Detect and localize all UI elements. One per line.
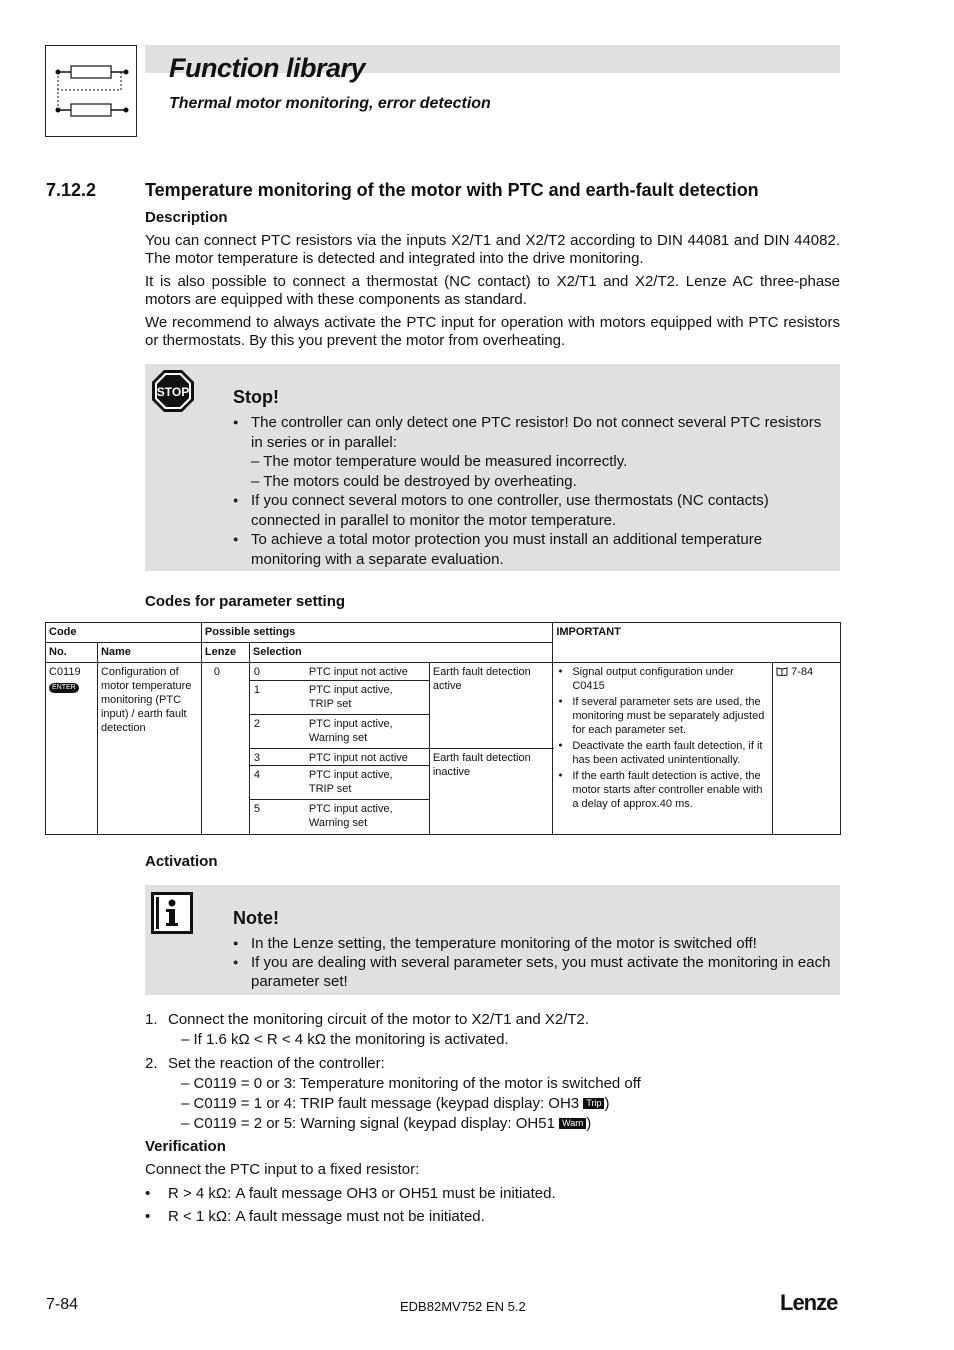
warn-display-icon: Warn <box>559 1118 586 1129</box>
selection-number: 2 <box>253 718 260 730</box>
table-header-important: IMPORTANT <box>553 623 841 663</box>
selection-text: PTC input active, TRIP set <box>308 769 393 795</box>
verification-heading: Verification <box>145 1138 226 1155</box>
step-text: Set the reaction of the controller: <box>168 1055 385 1072</box>
step-subtext: – If 1.6 kΩ < R < 4 kΩ the monitoring is activated. <box>181 1031 509 1048</box>
svg-text:STOP: STOP <box>156 385 190 399</box>
activation-heading: Activation <box>145 853 218 870</box>
step-number: 1. <box>145 1011 158 1028</box>
step-text: Connect the monitoring circuit of the motor to X2/T1 and X2/T2. <box>168 1011 590 1028</box>
description-paragraph: We recommend to always activate the PTC input for operation with motors equipped with PTC resistors or thermostats. By this you prevent the motor from overheating. <box>145 314 840 349</box>
codes-table <box>45 622 841 835</box>
table-header-possible-settings: Possible settings <box>201 623 552 643</box>
list-item: ● Deactivate the earth fault detection, if it has been activated unintentionally. <box>556 739 769 767</box>
selection-text: PTC input active, Warning set <box>308 718 393 744</box>
note-list <box>233 934 833 991</box>
brand-logo: Lenze <box>780 1290 838 1315</box>
table-header-no: No. <box>46 643 98 663</box>
selection-text: PTC input not active <box>308 666 408 678</box>
page-subtitle: Thermal motor monitoring, error detection <box>169 95 491 112</box>
note-title: Note! <box>233 908 279 928</box>
verification-item: • R < 1 kΩ: A fault message must not be initiated. <box>145 1208 485 1225</box>
section-title: Temperature monitoring of the motor with PTC and earth-fault detection <box>145 180 759 200</box>
step-number: 2. <box>145 1055 158 1072</box>
group-label-active: Earth fault detection active <box>432 666 531 692</box>
selection-text: PTC input active, Warning set <box>308 803 393 829</box>
page-reference: 7-84 <box>791 666 814 678</box>
reference-cell <box>773 663 841 835</box>
page-title: Function library <box>169 53 366 83</box>
verification-item: • R > 4 kΩ: A fault message OH3 or OH51 must be initiated. <box>145 1185 556 1202</box>
selection-number: 4 <box>253 769 260 781</box>
activation-steps <box>145 1010 835 1134</box>
table-header-selection: Selection <box>249 643 552 663</box>
table-row <box>46 663 98 835</box>
table-header-code: Code <box>46 623 202 643</box>
section-number: 7.12.2 <box>46 180 97 200</box>
selection-number: 0 <box>253 666 260 678</box>
description-paragraph: You can connect PTC resistors via the inputs X2/T1 and X2/T2 according to DIN 44081 and DIN 44082. The motor temperature is detected and integrated into the drive monitoring. <box>145 232 840 267</box>
list-item: ● Signal output configuration under C0415 <box>556 665 769 693</box>
table-header-lenze: Lenze <box>201 643 249 663</box>
selection-number: 5 <box>253 803 260 815</box>
selection-cell <box>249 663 552 835</box>
document-id: EDB82MV752 EN 5.2 <box>400 1299 526 1314</box>
selection-text: PTC input active, TRIP set <box>308 684 393 710</box>
stop-icon <box>151 369 195 418</box>
circuit-icon <box>46 46 138 138</box>
list-item: ● In the Lenze setting, the temperature monitoring of the motor is switched off! <box>233 934 833 953</box>
enter-icon: ENTER <box>49 683 79 693</box>
stop-callout <box>145 364 840 571</box>
note-callout <box>145 885 840 995</box>
list-item: ● The controller can only detect one PTC resistor! Do not connect several PTC resistors in series or in parallel: – The motor temperature would be measured incorrectly. – The motors could be destroyed by overheating. <box>233 413 833 491</box>
description-heading: Description <box>145 209 228 226</box>
lenze-value: 0 <box>201 663 249 835</box>
selection-number: 1 <box>253 684 260 696</box>
list-item: ● If several parameter sets are used, the monitoring must be separately adjusted for each parameter set. <box>556 695 769 737</box>
step-subtext: – C0119 = 2 or 5: Warning signal (keypad display: OH51 Warn ) <box>181 1115 592 1132</box>
code-name: Configuration of motor temperature monitoring (PTC input) / earth fault detection <box>97 663 201 835</box>
code-number: C0119 <box>49 666 81 678</box>
stop-list <box>233 413 833 569</box>
list-item: ● If you connect several motors to one controller, use thermostats (NC contacts) connected in parallel to monitor the motor temperature. <box>233 491 833 530</box>
table-header-name: Name <box>97 643 201 663</box>
book-icon <box>776 666 791 678</box>
important-cell <box>553 663 773 835</box>
info-icon <box>151 892 193 939</box>
selection-text: PTC input not active <box>308 752 408 764</box>
stop-title: Stop! <box>233 387 279 407</box>
verification-intro: Connect the PTC input to a fixed resistor: <box>145 1161 420 1178</box>
list-item: ● If the earth fault detection is active, the motor starts after controller enable with a delay of approx.40 ms. <box>556 769 769 811</box>
page-number: 7-84 <box>46 1296 79 1313</box>
description-paragraph: It is also possible to connect a thermostat (NC contact) to X2/T1 and X2/T2. Lenze AC three-phase motors are equipped with these components as standard. <box>145 273 840 308</box>
list-item: ● If you are dealing with several parameter sets, you must activate the monitoring in each parameter set! <box>233 953 833 991</box>
codes-heading: Codes for parameter setting <box>145 593 346 610</box>
step-subtext: – C0119 = 0 or 3: Temperature monitoring of the motor is switched off <box>181 1075 641 1092</box>
group-label-inactive: Earth fault detection inactive <box>432 752 531 778</box>
selection-number: 3 <box>253 752 260 764</box>
trip-display-icon: Trip <box>583 1098 604 1109</box>
chapter-logo <box>45 45 137 137</box>
step-subtext: – C0119 = 1 or 4: TRIP fault message (keypad display: OH3 Trip ) <box>181 1095 610 1112</box>
list-item: ● To achieve a total motor protection you must install an additional temperature monitoring with a separate evaluation. <box>233 530 833 569</box>
